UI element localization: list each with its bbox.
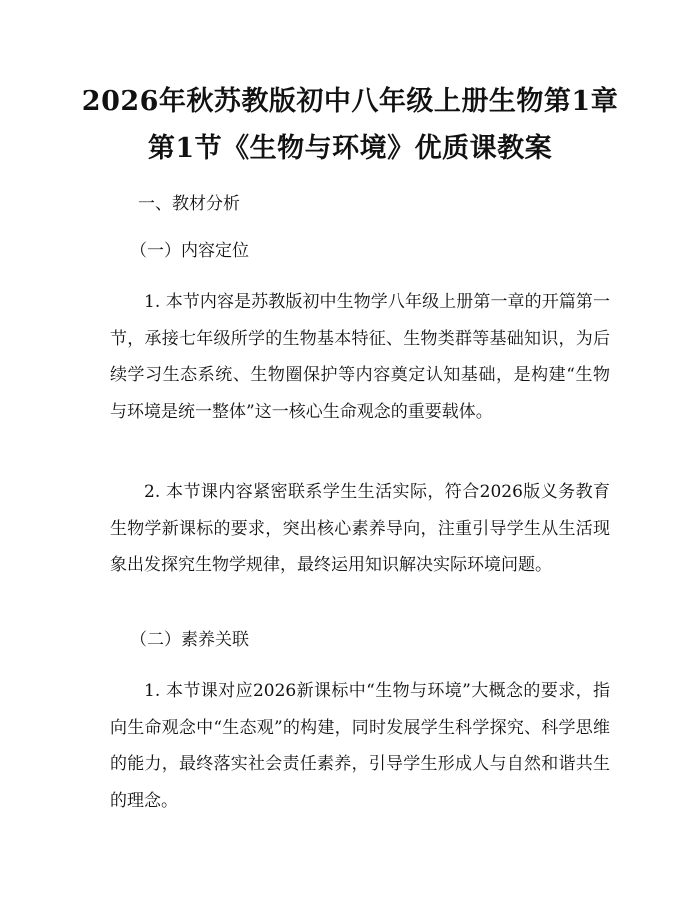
section-heading-teaching-material-analysis: 一、教材分析 xyxy=(138,194,240,214)
document-title-line-1: 2026年秋苏教版初中八年级上册生物第1章 xyxy=(81,86,619,117)
paragraph-content-positioning-1: 1. 本节内容是苏教版初中生物学八年级上册第一章的开篇第一节，承接七年级所学的生物基本特征、生物类群等基础知识，为后续学习生态系统、生物圈保护等内容奠定认知基础，是构建“生物与环境是统一整体”这一核心生命观念的重要载体。 xyxy=(110,292,610,422)
paragraph-content-positioning-2: 2. 本节课内容紧密联系学生生活实际，符合2026版义务教育生物学新课标的要求，突出核心素养导向，注重引导学生从生活现象出发探究生物学规律，最终运用知识解决实际环境问题。 xyxy=(110,482,610,575)
document-title-line-2: 第1节《生物与环境》优质课教案 xyxy=(147,133,553,164)
subsection-heading-literacy-connection: （二）素养关联 xyxy=(130,630,249,650)
paragraph-literacy-connection-1: 1. 本节课对应2026新课标中“生物与环境”大概念的要求，指向生命观念中“生态观”的构建，同时发展学生科学探究、科学思维的能力，最终落实社会责任素养，引导学生形成人与自然和谐共生的理念。 xyxy=(110,681,610,811)
subsection-heading-content-positioning: （一）内容定位 xyxy=(130,241,249,261)
